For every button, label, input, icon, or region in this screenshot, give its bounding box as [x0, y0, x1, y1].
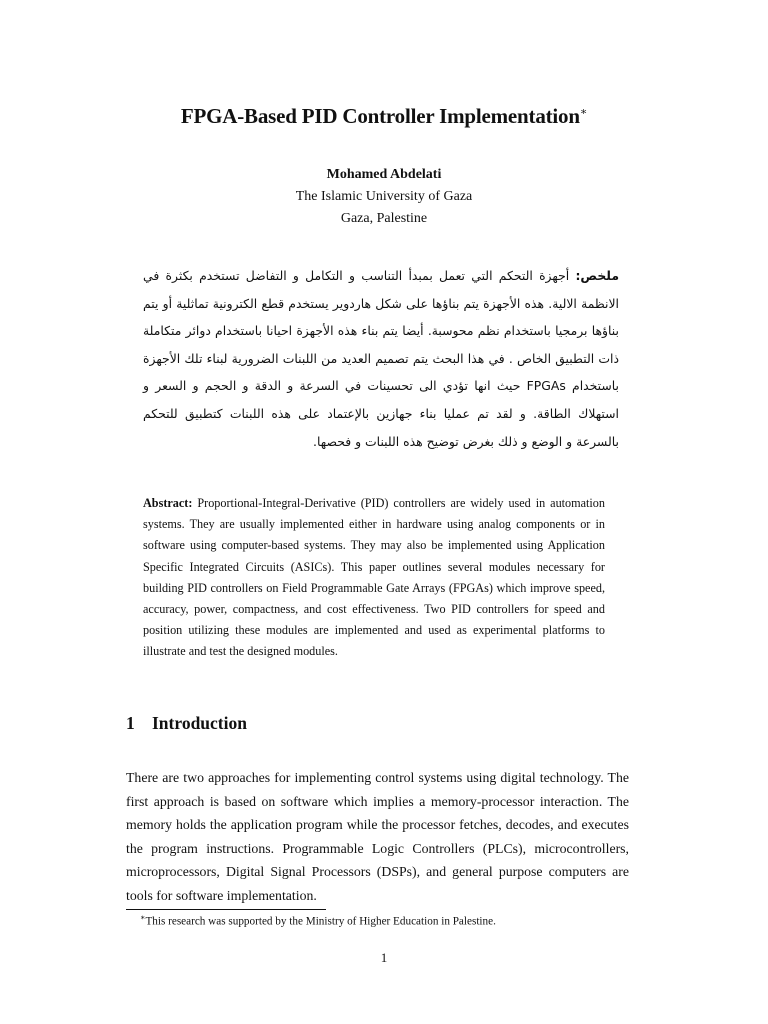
abstract-label: Abstract: [143, 496, 193, 510]
introduction-paragraph: There are two approaches for implementing control systems using digital technology. The first approach is based on software which implies a memory-processor interaction. The memory holds the application program while the processor fetches, decodes, and executes the program instructions. Programmable Logic Controllers (PLCs), microcontrollers, microprocessors, Digital Signal Processors (DSPs), and general purpose computers are tools for software implementation. [126, 770, 629, 903]
paper-title [0, 104, 768, 129]
author-location: Gaza, Palestine [340, 211, 428, 226]
arabic-abstract-label: ملخص: [575, 268, 619, 283]
section-heading-introduction [126, 713, 247, 734]
english-abstract [143, 493, 605, 663]
footnote-mark: ∗ [140, 913, 146, 922]
author-block [0, 164, 768, 230]
arabic-abstract-text: أجهزة التحكم التي تعمل بمبدأ التناسب و التكامل و التفاضل تستخدم بكثرة في الانظمة الالية. هذه الأجهزة يتم بناؤها على شكل هاردوير يستخدم قطع الكترونية تماثلية أو يتم بناؤها برمجيا باستخدام نظم محوسبة. أيضا يتم بناء هذه الأجهزة احيانا باستخدام دوائر متكاملة ذات التطبيق الخاص . في هذا البحث يتم تصميم العديد من اللبنات الضرورية لبناء تلك الأجهزة باستخدام FPGAs حيث انها تؤدي الى تحسينات في السرعة و الدقة و الحجم و السعر و استهلاك الطاقة. و لقد تم عمليا بناء جهازين بالإعتماد على هذه اللبنات كتطبيق للتحكم بالسرعة و الوضع و ذلك بغرض توضيح هذه اللبنات و فحصها. [143, 268, 619, 449]
title-footnote-mark: ∗ [579, 106, 588, 118]
footnote [140, 913, 496, 928]
section-title: Introduction [152, 713, 247, 733]
paper-title-text: FPGA-Based PID Controller Implementation [180, 104, 580, 128]
page-number: 1 [380, 950, 388, 965]
section-number: 1 [126, 713, 135, 733]
author-name: Mohamed Abdelati [326, 167, 442, 182]
footnote-rule [126, 909, 326, 910]
arabic-abstract [143, 262, 619, 455]
abstract-text: Proportional-Integral-Derivative (PID) controllers are widely used in automation systems. They are usually implemented either in hardware using analog components or in software using computer-based systems. They may also be implemented using Application Specific Integrated Circuits (ASICs). This paper outlines several modules necessary for building PID controllers on Field Programmable Gate Arrays (FPGAs) which improve speed, accuracy, power, compactness, and cost effectiveness. Two PID controllers for speed and position utilizing these modules are implemented and used as experimental platforms to illustrate and test the designed modules. [143, 496, 605, 659]
author-affiliation: The Islamic University of Gaza [295, 189, 473, 204]
footnote-text: This research was supported by the Ministry of Higher Education in Palestine. [145, 915, 496, 928]
